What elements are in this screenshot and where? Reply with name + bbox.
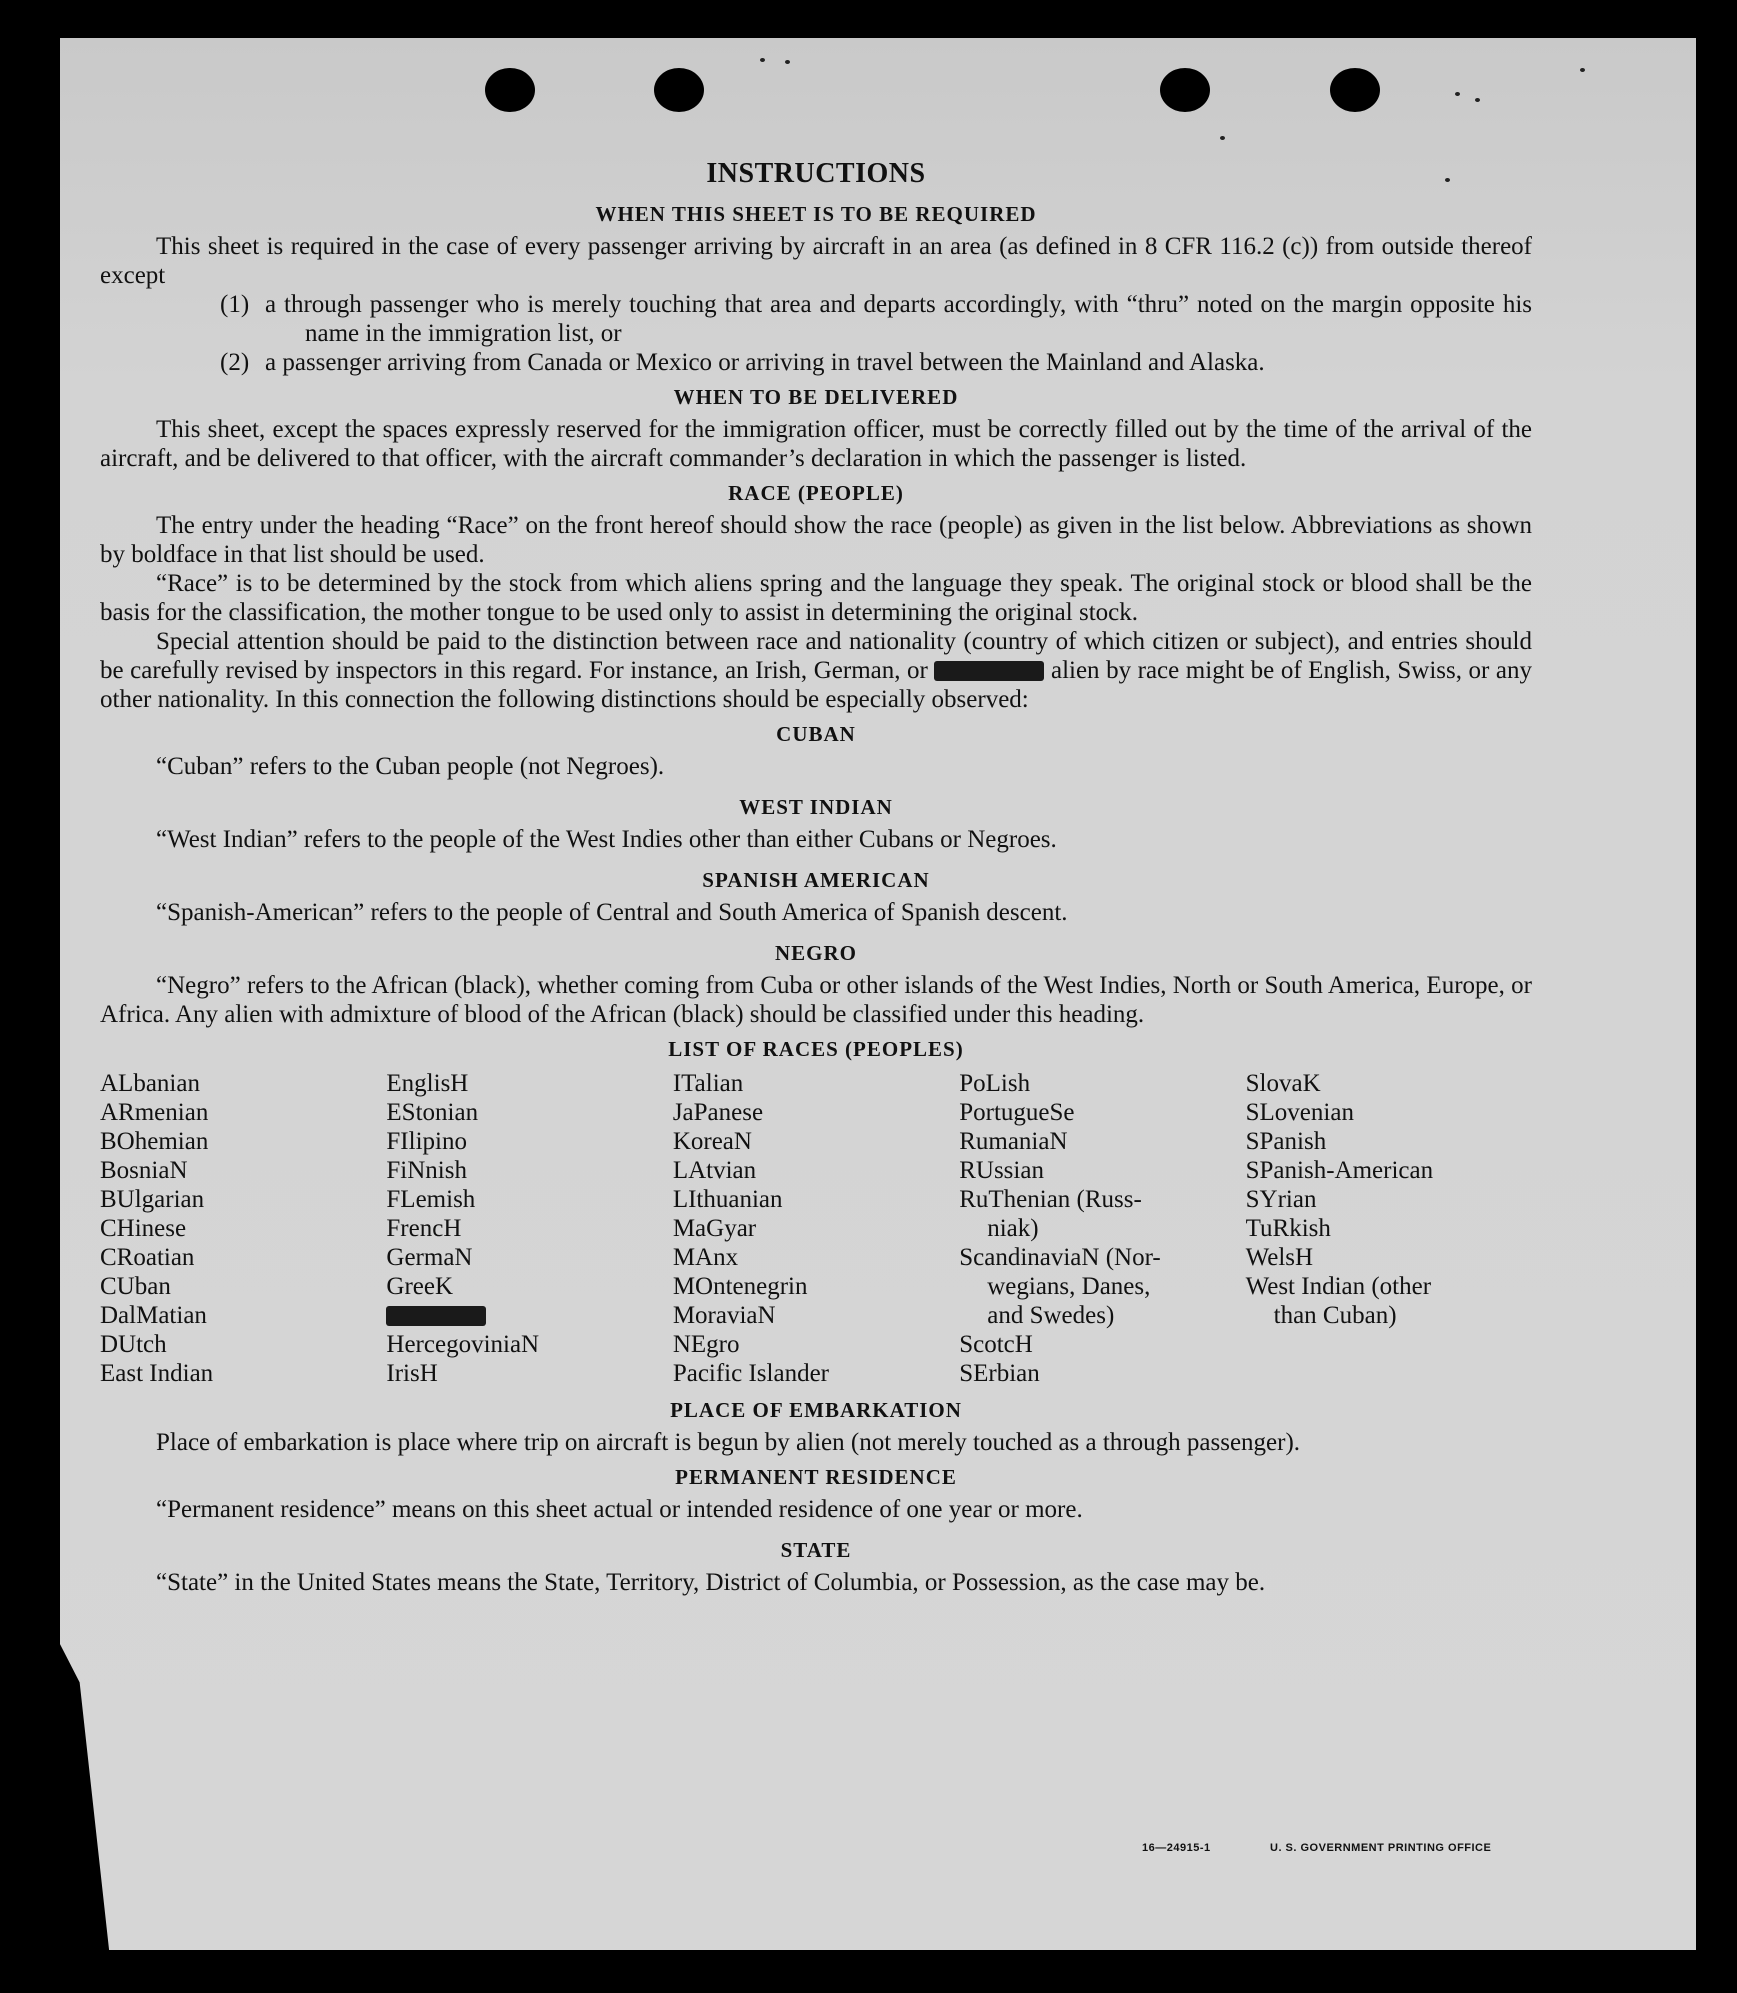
race-entry: PortugueSe [959, 1099, 1075, 1126]
printer-credit: U. S. GOVERNMENT PRINTING OFFICE [1270, 1842, 1492, 1854]
speck [1220, 136, 1225, 140]
race-entry: BosniaN [100, 1157, 188, 1184]
race-paragraph-3b: alien by race might be of English, Swiss, or any other nationality. In this connection the following distinctions should be especially observed: [100, 657, 1532, 713]
exception-text: a through passenger who is merely touching that area and departs accordingly, with “thru” noted on the margin opposite his name in the immigration list, or [265, 291, 1532, 347]
heading-list-of-races: LIST OF RACES (PEOPLES) [668, 1037, 964, 1061]
race-list [100, 1069, 1532, 1388]
speck [760, 58, 765, 62]
race-paragraph-3 [100, 627, 1532, 714]
race-entry: SPanish-American [1245, 1157, 1434, 1184]
page-title: INSTRUCTIONS [706, 158, 926, 189]
race-column [100, 1069, 386, 1388]
delivered-text: This sheet, except the spaces expressly reserved for the immigration officer, must be correctly filled out by the time of the arrival of the aircraft, and be delivered to that officer, with the aircraft commander’s declaration in which the passenger is listed. [100, 416, 1532, 472]
cuban-text: “Cuban” refers to the Cuban people (not Negroes). [156, 753, 665, 780]
exception-number: (1) [220, 291, 250, 318]
form-code: 16—24915-1 [1142, 1842, 1211, 1854]
race-entry: NEgro [672, 1331, 740, 1358]
race-entry: BUlgarian [100, 1186, 205, 1213]
heading-required: WHEN THIS SHEET IS TO BE REQUIRED [595, 202, 1037, 226]
race-entry: CUban [100, 1273, 171, 1300]
race-entry: PoLish [959, 1070, 1031, 1097]
race-column [386, 1069, 672, 1388]
race-entry: GreeK [386, 1273, 454, 1300]
race-paragraph-2: “Race” is to be determined by the stock from which aliens spring and the language they speak. The original stock or blood shall be the basis for the classification, the mother tongue to be used only to assist in determining the original stock. [100, 570, 1532, 626]
heading-race: RACE (PEOPLE) [728, 481, 904, 505]
speck [1455, 92, 1460, 96]
race-entry: SYrian [1245, 1186, 1317, 1213]
race-entry: SlovaK [1245, 1070, 1321, 1097]
race-entry: East Indian [100, 1360, 214, 1387]
race-entry: HercegoviniaN [386, 1331, 540, 1358]
heading-cuban: CUBAN [776, 722, 856, 746]
heading-delivered: WHEN TO BE DELIVERED [673, 385, 959, 409]
required-intro: This sheet is required in the case of every passenger arriving by aircraft in an area (as defined in 8 CFR 116.2 (c)) from outside thereof except [100, 233, 1532, 289]
race-entry: KoreaN [672, 1128, 752, 1155]
exception-number: (2) [220, 349, 250, 376]
race-entry: WelsH [1245, 1244, 1314, 1271]
heading-spanish-american: SPANISH AMERICAN [702, 868, 930, 892]
spanish-american-text: “Spanish-American” refers to the people of Central and South America of Spanish descent. [156, 899, 1068, 926]
heading-state: STATE [780, 1538, 852, 1562]
race-entry: ScandinaviaN (Nor- [959, 1244, 1161, 1271]
race-entry: wegians, Danes, [987, 1273, 1151, 1300]
race-paragraph-1: The entry under the heading “Race” on the front hereof should show the race (people) as given in the list below. Abbreviations as shown by boldface in that list should be used. [100, 512, 1532, 568]
race-entry: TuRkish [1245, 1215, 1331, 1242]
race-entry: FLemish [386, 1186, 476, 1213]
west-indian-text: “West Indian” refers to the people of the West Indies other than either Cubans or Negroes. [156, 826, 1057, 853]
heading-west-indian: WEST INDIAN [739, 795, 893, 819]
redaction-mark [386, 1306, 486, 1326]
exception-text: a passenger arriving from Canada or Mexico or arriving in travel between the Mainland and Alaska. [265, 349, 1265, 376]
race-entry: and Swedes) [987, 1302, 1115, 1329]
instructions-content [100, 158, 1532, 1597]
heading-embarkation: PLACE OF EMBARKATION [670, 1398, 962, 1422]
race-entry: RumaniaN [959, 1128, 1068, 1155]
race-entry: EStonian [386, 1099, 479, 1126]
race-entry: DalMatian [100, 1302, 207, 1329]
race-entry: EnglisH [386, 1070, 469, 1097]
race-entry: SPanish [1245, 1128, 1327, 1155]
race-entry: SErbian [959, 1360, 1040, 1387]
race-entry: RuThenian (Russ- [959, 1186, 1142, 1213]
state-text: “State” in the United States means the State, Territory, District of Columbia, or Possession, as the case may be. [156, 1569, 1266, 1596]
speck [785, 60, 790, 64]
race-entry: BOhemian [100, 1128, 209, 1155]
race-entry: West Indian (other [1245, 1273, 1432, 1300]
embarkation-text: Place of embarkation is place where trip on aircraft is begun by alien (not merely touched as a through passenger). [156, 1429, 1301, 1456]
residence-text: “Permanent residence” means on this sheet actual or intended residence of one year or more. [156, 1496, 1083, 1523]
race-column [673, 1069, 959, 1388]
race-entry: SLovenian [1245, 1099, 1354, 1126]
race-entry: JaPanese [672, 1099, 764, 1126]
race-entry: ITalian [672, 1070, 744, 1097]
race-entry: FrencH [386, 1215, 462, 1242]
race-entry: CHinese [100, 1215, 187, 1242]
race-column [1246, 1069, 1532, 1388]
race-entry: RUssian [959, 1157, 1044, 1184]
race-entry: MoraviaN [672, 1302, 776, 1329]
race-entry: FiNnish [386, 1157, 467, 1184]
race-entry: FIlipino [386, 1128, 467, 1155]
race-entry: IrisH [386, 1360, 438, 1387]
punch-hole [1330, 68, 1380, 112]
race-entry: ALbanian [100, 1070, 200, 1097]
race-entry: niak) [987, 1215, 1039, 1242]
race-entry: ScotcH [959, 1331, 1033, 1358]
redaction-mark [934, 661, 1044, 681]
race-paragraph-3a: Special attention should be paid to the distinction between race and nationality (country of which citizen or subject), and entries should be carefully revised by inspectors in this regard. For instance, an Irish, German, or [100, 628, 1532, 684]
punch-hole [485, 68, 535, 112]
race-entry: MaGyar [672, 1215, 757, 1242]
race-entry: Pacific Islander [672, 1360, 829, 1387]
speck [1475, 98, 1480, 102]
race-entry: CRoatian [100, 1244, 195, 1271]
race-entry: LIthuanian [672, 1186, 783, 1213]
exception-item-2 [220, 348, 1532, 377]
speck [1580, 68, 1585, 72]
punch-hole [1160, 68, 1210, 112]
race-entry: MAnx [672, 1244, 739, 1271]
race-entry: LAtvian [672, 1157, 757, 1184]
exception-item-1 [220, 290, 1532, 348]
race-column [959, 1069, 1245, 1388]
race-entry: DUtch [100, 1331, 167, 1358]
race-entry: ARmenian [100, 1099, 209, 1126]
race-entry: MOntenegrin [672, 1273, 808, 1300]
heading-negro: NEGRO [774, 941, 857, 965]
punch-hole [654, 68, 704, 112]
heading-residence: PERMANENT RESIDENCE [675, 1465, 957, 1489]
negro-text: “Negro” refers to the African (black), whether coming from Cuba or other islands of the West Indies, North or South America, Europe, or Africa. Any alien with admixture of blood of the African (black) should be classified under this heading. [100, 972, 1532, 1028]
race-entry: than Cuban) [1273, 1302, 1397, 1329]
race-entry [386, 1301, 672, 1330]
race-entry: GermaN [386, 1244, 473, 1271]
